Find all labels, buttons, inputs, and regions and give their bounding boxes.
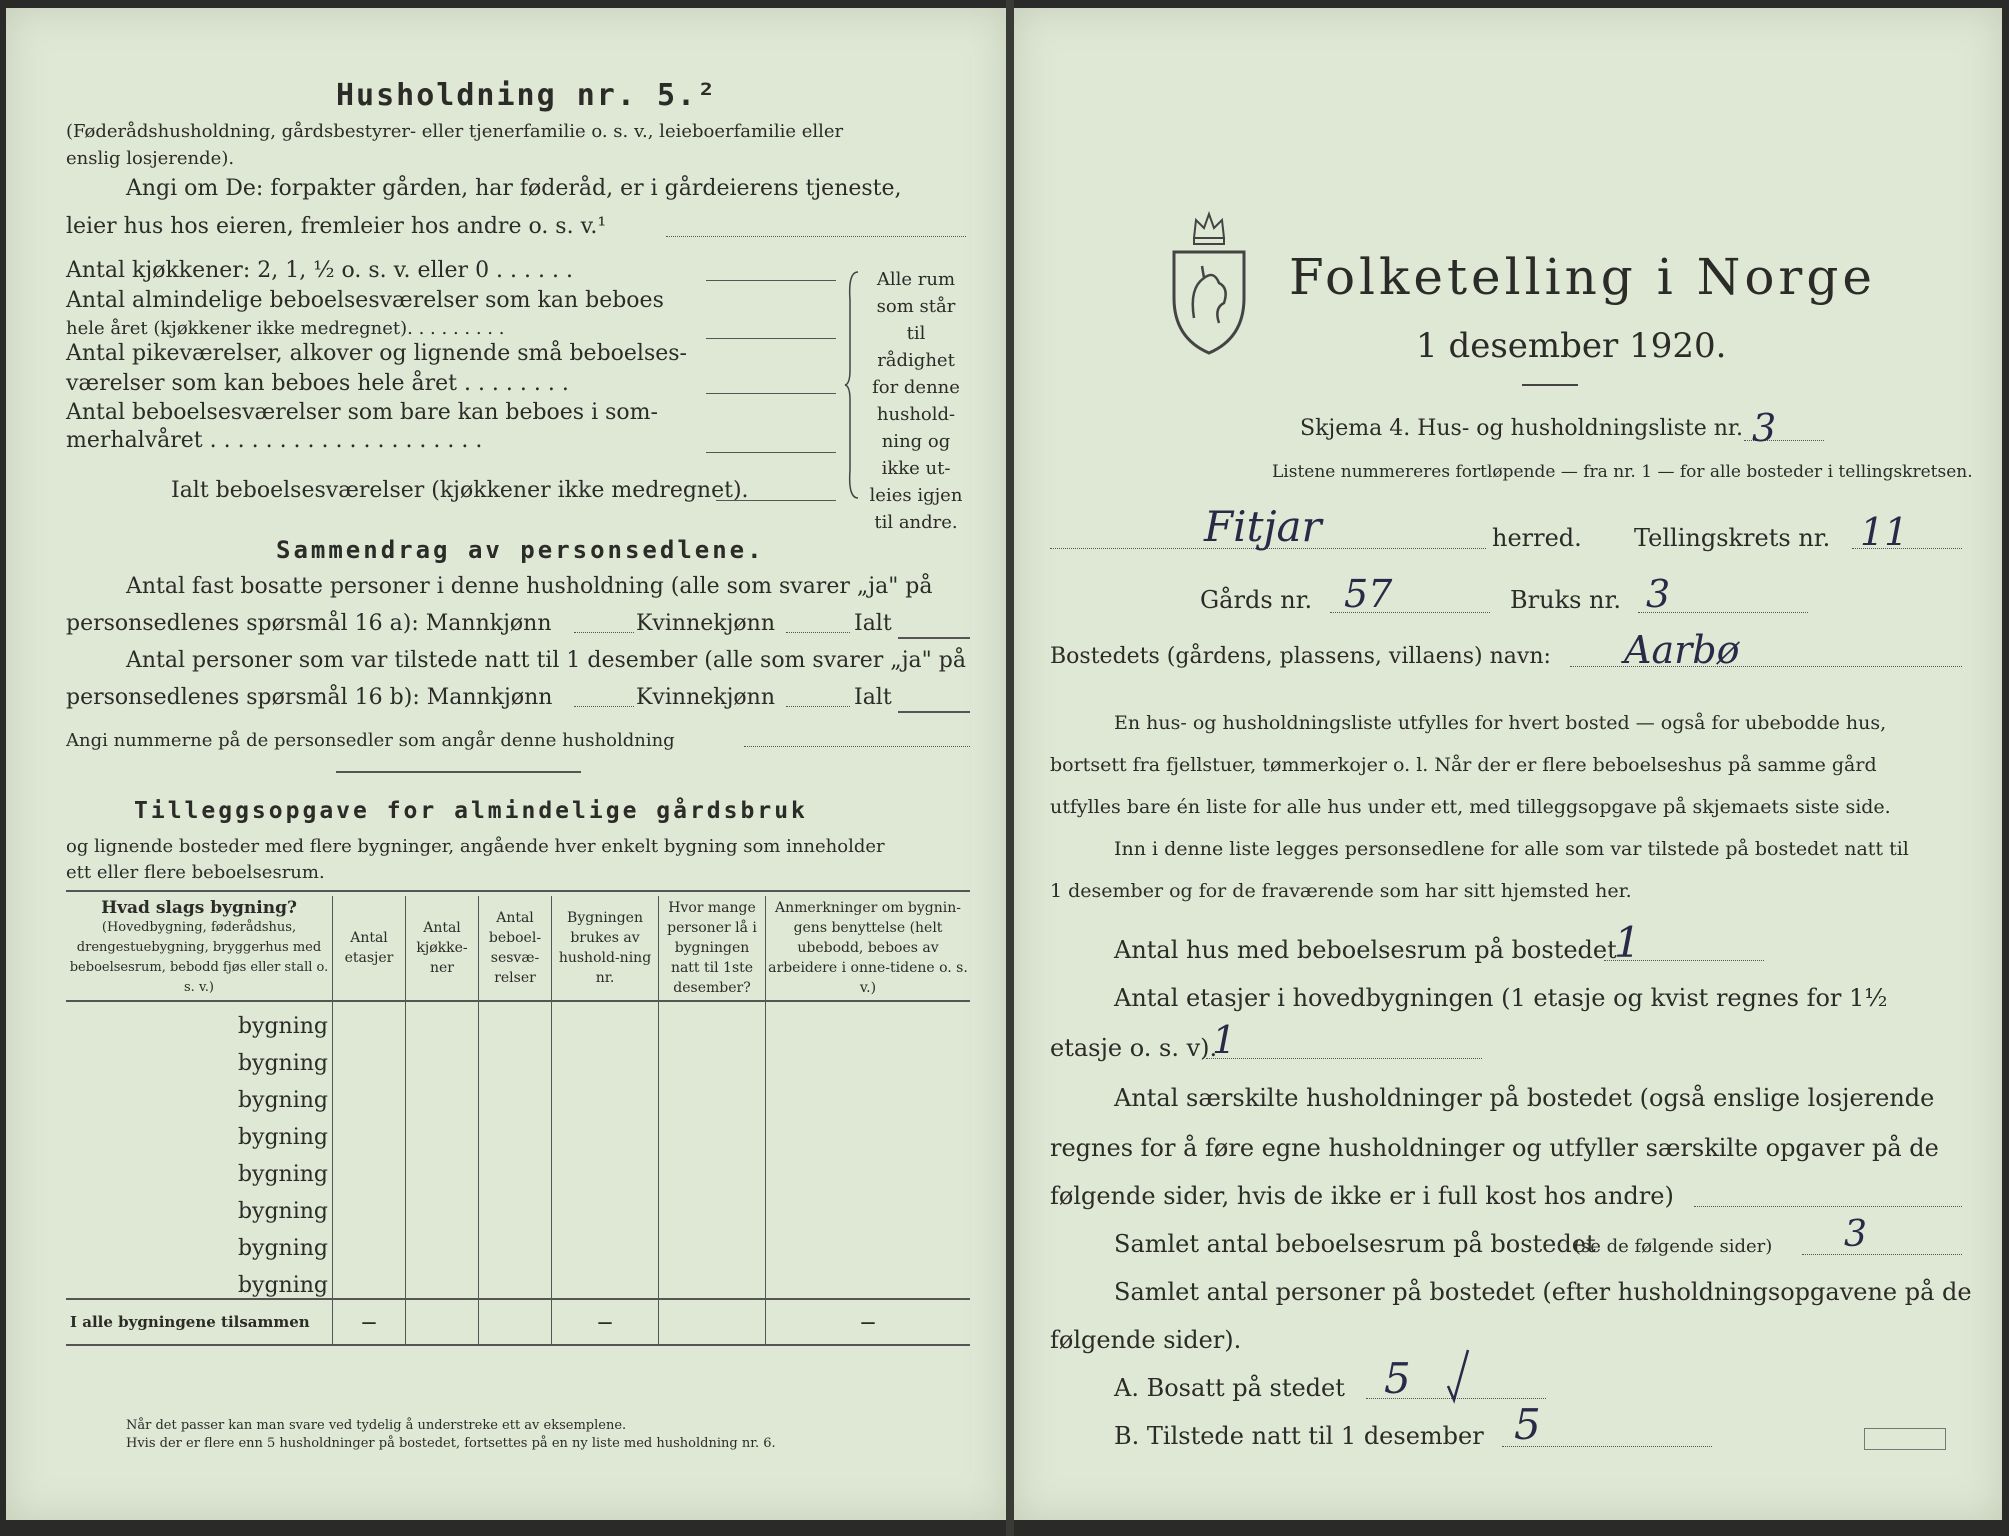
bosted-label: Bostedets (gårdens, plassens, villaens) navn:: [1050, 644, 1551, 669]
building-cell[interactable]: [659, 1150, 766, 1187]
building-cell[interactable]: [552, 1150, 659, 1187]
building-cell[interactable]: [479, 1113, 552, 1150]
building-cell[interactable]: [479, 1039, 552, 1076]
building-cell[interactable]: [552, 1113, 659, 1150]
brace-note: Alle rum som står til rådighet for denne hushold-ning og ikke ut-leies igjen til andre.: [869, 269, 963, 533]
census-title: Folketelling i Norge: [1289, 248, 1876, 306]
bosatt-label: A. Bosatt på stedet: [1114, 1374, 1345, 1402]
building-total-row: [66, 1299, 970, 1345]
total-label: I alle bygningene tilsammen: [66, 1299, 333, 1345]
skjema-label: Skjema 4. Hus- og husholdningsliste nr.: [1300, 416, 1743, 441]
col-remarks: Anmerkninger om bygnin-gens benyttelse (helt ubebodd, beboes av arbeidere i onne-tidene o. s. v.): [766, 896, 971, 1001]
gards-value: 57: [1344, 572, 1393, 616]
summary-fill-numbers: [744, 746, 970, 747]
building-cell[interactable]: [406, 1224, 479, 1261]
skjema-value: 3: [1752, 406, 1777, 450]
building-cell[interactable]: [333, 1150, 406, 1187]
col-building-type: [66, 896, 333, 1001]
summary-fill-m2: [574, 706, 634, 707]
household-subtitle-2: enslig losjerende).: [66, 148, 235, 169]
q-houses-value: 1: [1614, 918, 1641, 967]
q-rooms-fill: [1802, 1254, 1962, 1255]
building-row-label: bygning: [237, 1014, 328, 1039]
footnote-2: Hvis der er flere enn 5 husholdninger på bostedet, fortsettes på en ny liste med husholdning nr. 6.: [126, 1436, 776, 1451]
summary-fill-i1: [898, 637, 970, 639]
building-row: [66, 1150, 970, 1187]
krets-value: 11: [1860, 510, 1909, 554]
q-floors-value: 1: [1212, 1018, 1237, 1062]
herred-value: Fitjar: [1204, 502, 1322, 551]
building-table-header: [66, 896, 970, 1001]
building-cell[interactable]: [659, 1224, 766, 1261]
rooms-fill-1: [706, 280, 836, 281]
household-subtitle-1: (Føderådshusholdning, gårdsbestyrer- eller tjenerfamilie o. s. v., leieboerfamilie eller: [66, 121, 844, 142]
summary-line-5: Angi nummerne på de personsedler som angår denne husholdning: [66, 730, 675, 751]
angi-line-1: Angi om De: forpakter gården, har føderåd, er i gårdeierens tjeneste,: [126, 176, 902, 201]
building-cell[interactable]: [406, 1150, 479, 1187]
total-kitchens: [406, 1299, 479, 1345]
rooms-fill-3: [706, 393, 836, 394]
building-row-label: bygning: [237, 1236, 328, 1261]
gards-label: Gårds nr.: [1200, 586, 1313, 614]
building-row: [66, 1261, 970, 1299]
building-cell[interactable]: [766, 1113, 971, 1150]
building-row: [66, 1224, 970, 1261]
tick-mark-icon: [1444, 1346, 1474, 1406]
col-floors: Antal etasjer: [333, 896, 406, 1001]
rooms-ordinary-1: Antal almindelige beboelsesværelser som kan beboes: [66, 288, 664, 313]
summary-ialt-2: Ialt: [854, 685, 892, 710]
rooms-total-fill: [716, 500, 836, 501]
supplement-line-2: ett eller flere beboelsesrum.: [66, 862, 325, 883]
summary-fill-k2: [786, 706, 850, 707]
building-cell[interactable]: [333, 1187, 406, 1224]
rooms-summer-1: Antal beboelsesværelser som bare kan beboes i som-: [66, 400, 658, 425]
building-cell[interactable]: [479, 1001, 552, 1039]
building-cell[interactable]: [406, 1001, 479, 1039]
building-cell[interactable]: [552, 1187, 659, 1224]
building-cell[interactable]: [552, 1076, 659, 1113]
building-cell[interactable]: [552, 1261, 659, 1299]
building-cell[interactable]: [659, 1039, 766, 1076]
building-cell[interactable]: [333, 1001, 406, 1039]
building-cell[interactable]: [479, 1261, 552, 1299]
building-cell[interactable]: [552, 1001, 659, 1039]
page-fold: [1006, 0, 1014, 1536]
q-households-fill: [1694, 1206, 1962, 1207]
building-cell[interactable]: [333, 1261, 406, 1299]
total-household: —: [552, 1299, 659, 1345]
building-cell[interactable]: [766, 1187, 971, 1224]
right-page: [1014, 8, 2002, 1520]
printer-stamp: [1864, 1428, 1946, 1450]
total-remarks: —: [766, 1299, 971, 1345]
instr-line-1: En hus- og husholdningsliste utfylles for hvert bosted — også for ubebodde hus,: [1114, 712, 1887, 734]
building-cell[interactable]: [659, 1187, 766, 1224]
rooms-maid-2: værelser som kan beboes hele året . . . . . . . .: [66, 371, 569, 396]
col-building-type-desc: (Hovedbygning, føderådshus, drengestuebygning, bryggerhus med beboelsesrum, bebodd fjøs eller stall o. s. v.): [69, 920, 329, 995]
building-cell[interactable]: [766, 1076, 971, 1113]
bruks-label: Bruks nr.: [1510, 586, 1621, 614]
instr-line-4: Inn i denne liste legges personsedlene for alle som var tilstede på bostedet natt til: [1114, 838, 1909, 860]
col-household-no: Bygningen brukes av hushold-ning nr.: [552, 896, 659, 1001]
building-cell[interactable]: [406, 1261, 479, 1299]
building-cell[interactable]: [659, 1113, 766, 1150]
herred-label: herred.: [1492, 524, 1582, 552]
q-floors-fill: [1206, 1058, 1482, 1059]
col-persons: Hvor mange personer lå i bygningen natt til 1ste desember?: [659, 896, 766, 1001]
building-cell[interactable]: [659, 1076, 766, 1113]
summary-line-4: personsedlenes spørsmål 16 b): Mannkjønn: [66, 685, 553, 710]
building-table: [66, 896, 970, 1346]
tilstede-value: 5: [1514, 1400, 1541, 1449]
building-row: [66, 1187, 970, 1224]
q-rooms-value: 3: [1844, 1214, 1867, 1255]
q-households-line-2: regnes for å føre egne husholdninger og utfyller særskilte opgaver på de: [1050, 1134, 1939, 1162]
bosted-value: Aarbø: [1624, 628, 1740, 672]
building-row: [66, 1076, 970, 1113]
building-row-label: bygning: [237, 1051, 328, 1076]
building-cell[interactable]: [333, 1076, 406, 1113]
rooms-ordinary-2: hele året (kjøkkener ikke medregnet). . . . . . . . .: [66, 318, 505, 339]
building-row: [66, 1039, 970, 1076]
rooms-maid-1: Antal pikeværelser, alkover og lignende små beboelses-: [66, 341, 687, 366]
rooms-total-label: Ialt beboelsesværelser (kjøkkener ikke medregnet).: [171, 478, 749, 503]
q-households-line-3: følgende sider, hvis de ikke er i full kost hos andre): [1050, 1182, 1674, 1210]
angi-line-2: leier hus hos eieren, fremleier hos andre o. s. v.¹: [66, 214, 607, 239]
col-rooms: Antal beboel-sesvæ-relser: [479, 896, 552, 1001]
summary-line-2: personsedlenes spørsmål 16 a): Mannkjønn: [66, 611, 552, 636]
table-top-rule: [66, 890, 970, 892]
building-cell[interactable]: [479, 1076, 552, 1113]
building-cell[interactable]: [406, 1039, 479, 1076]
q-floors-line-1: Antal etasjer i hovedbygningen (1 etasje og kvist regnes for 1½: [1114, 984, 1888, 1012]
building-cell[interactable]: [552, 1224, 659, 1261]
listene-note: Listene nummereres fortløpende — fra nr. 1 — for alle bosteder i tellingskretsen.: [1272, 462, 1973, 482]
tilstede-label: B. Tilstede natt til 1 desember: [1114, 1422, 1484, 1450]
krets-label: Tellingskrets nr.: [1634, 524, 1831, 552]
total-persons: [659, 1299, 766, 1345]
total-rooms: [479, 1299, 552, 1345]
building-cell[interactable]: [333, 1224, 406, 1261]
building-cell[interactable]: [659, 1001, 766, 1039]
supplement-line-1: og lignende bosteder med flere bygninger, angående hver enkelt bygning som inneholder: [66, 836, 885, 857]
building-cell[interactable]: [766, 1001, 971, 1039]
summary-ialt-1: Ialt: [854, 611, 892, 636]
q-households-line-1: Antal særskilte husholdninger på bostedet (også enslige losjerende: [1114, 1084, 1935, 1112]
building-row-label: bygning: [237, 1273, 328, 1298]
census-date: 1 desember 1920.: [1416, 326, 1727, 366]
summary-line-3: Antal personer som var tilstede natt til 1 desember (alle som svarer „ja" på: [126, 648, 966, 673]
building-cell[interactable]: [766, 1261, 971, 1299]
summary-kvinne-2: Kvinnekjønn: [636, 685, 775, 710]
building-table-body: [66, 1001, 970, 1345]
summary-kvinne-1: Kvinnekjønn: [636, 611, 775, 636]
building-cell[interactable]: [552, 1039, 659, 1076]
building-cell[interactable]: [333, 1039, 406, 1076]
bosatt-value: 5: [1384, 1354, 1411, 1403]
left-page: [6, 8, 1006, 1520]
building-cell[interactable]: [766, 1150, 971, 1187]
angi-fill-line: [666, 236, 966, 237]
q-rooms-note: (se de følgende sider): [1574, 1236, 1773, 1257]
bruks-value: 3: [1646, 572, 1671, 616]
summary-line-1: Antal fast bosatte personer i denne husholdning (alle som svarer „ja" på: [126, 574, 933, 599]
instr-line-3: utfylles bare én liste for alle hus under ett, med tilleggsopgave på skjemaets siste side.: [1050, 796, 1891, 818]
total-floors: —: [333, 1299, 406, 1345]
building-row-label: bygning: [237, 1199, 328, 1224]
rooms-summer-2: merhalvåret . . . . . . . . . . . . . . . . . . . .: [66, 428, 483, 453]
summary-fill-i2: [898, 711, 970, 713]
section-rule: [336, 771, 581, 773]
coat-of-arms-icon: [1164, 208, 1254, 358]
rooms-kitchens: Antal kjøkkener: 2, 1, ½ o. s. v. eller 0 . . . . . .: [66, 258, 573, 283]
instr-line-5: 1 desember og for de fraværende som har sitt hjemsted her.: [1050, 880, 1632, 902]
title-rule: [1522, 384, 1578, 386]
building-cell[interactable]: [479, 1187, 552, 1224]
building-row: [66, 1001, 970, 1039]
rooms-fill-2: [706, 338, 836, 339]
brace-mark: [844, 270, 864, 500]
household-heading: Husholdning nr. 5.²: [336, 78, 718, 113]
supplement-heading: Tilleggsopgave for almindelige gårdsbruk: [134, 798, 808, 824]
q-rooms-label: Samlet antal beboelsesrum på bostedet: [1114, 1230, 1596, 1258]
col-building-type-title: Hvad slags bygning?: [101, 898, 297, 918]
summary-heading: Sammendrag av personsedlene.: [276, 536, 765, 564]
building-cell[interactable]: [659, 1261, 766, 1299]
summary-fill-m1: [574, 632, 634, 633]
q-persons-line-1: Samlet antal personer på bostedet (efter husholdningsopgavene på de: [1114, 1278, 1972, 1306]
building-cell[interactable]: [766, 1224, 971, 1261]
building-cell[interactable]: [406, 1187, 479, 1224]
building-cell[interactable]: [766, 1039, 971, 1076]
instr-line-2: bortsett fra fjellstuer, tømmerkojer o. l. Når der er flere beboelseshus på samme gård: [1050, 754, 1877, 776]
summary-fill-k1: [786, 632, 850, 633]
col-kitchens: Antal kjøkke-ner: [406, 896, 479, 1001]
q-floors-line-2: etasje o. s. v).: [1050, 1034, 1218, 1062]
building-row-label: bygning: [237, 1162, 328, 1187]
building-cell[interactable]: [479, 1224, 552, 1261]
building-row-label: bygning: [237, 1125, 328, 1150]
rooms-fill-4: [706, 452, 836, 453]
building-cell[interactable]: [406, 1076, 479, 1113]
q-persons-line-2: følgende sider).: [1050, 1326, 1242, 1354]
building-cell[interactable]: [333, 1113, 406, 1150]
building-cell[interactable]: [479, 1150, 552, 1187]
building-cell[interactable]: [406, 1113, 479, 1150]
building-row-label: bygning: [237, 1088, 328, 1113]
footnote-1: Når det passer kan man svare ved tydelig å understreke ett av eksemplene.: [126, 1418, 627, 1433]
q-houses-label: Antal hus med beboelsesrum på bostedet: [1114, 936, 1617, 964]
building-row: [66, 1113, 970, 1150]
